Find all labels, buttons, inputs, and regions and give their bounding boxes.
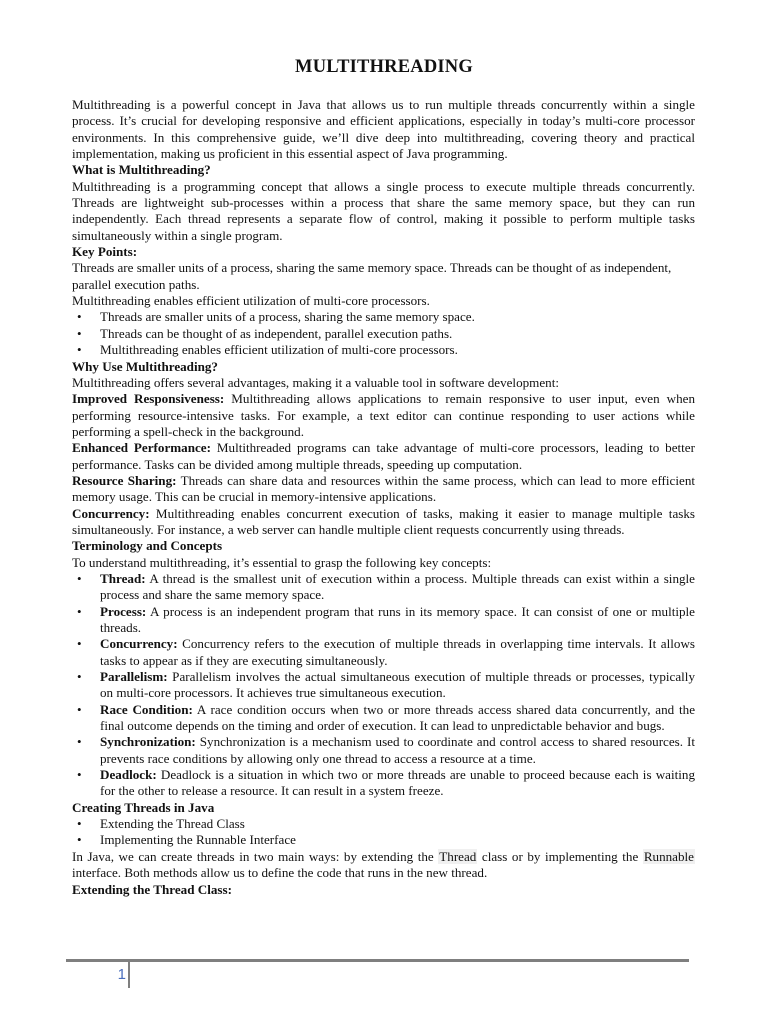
list-item — [72, 767, 695, 800]
runnable-code: Runnable — [643, 848, 694, 864]
why-use-heading: Why Use Multithreading? — [72, 358, 218, 374]
term-label: Synchronization: — [100, 734, 196, 750]
why-use-intro: Multithreading offers several advantages, making it a valuable tool in software development: — [72, 374, 559, 390]
key-points-paragraph: Threads are smaller units of a process, sharing the same memory space. Threads can be thought of as independent, parallel execution paths. — [72, 260, 672, 292]
list-item: • Threads can be thought of as independent, parallel execution paths. — [72, 326, 695, 342]
list-item: • Threads are smaller units of a process, sharing the same memory space. — [72, 309, 695, 325]
advantage-term: Concurrency: — [72, 505, 150, 521]
creating-threads-list — [72, 816, 695, 849]
advantage-paragraph — [72, 506, 695, 539]
advantage-paragraph — [72, 440, 695, 473]
intro-paragraph: Multithreading is a powerful concept in Java that allows us to run multiple threads concurrently within a single process. It’s crucial for developing responsive and efficient applications, especially in today’s multi-core processor environments. In this comprehensive guide, we’ll dive deep into multithreading, covering theory and practical implementation, making us proficient in this essential aspect of Java programming. — [72, 97, 695, 162]
list-item — [72, 604, 695, 637]
paragraph-text: class or by implementing the — [477, 848, 643, 864]
term-label: Concurrency: — [100, 636, 178, 652]
term-label: Parallelism: — [100, 669, 168, 685]
key-points-paragraph-2: Multithreading enables efficient utilization of multi-core processors. — [72, 293, 430, 309]
terminology-list — [72, 571, 695, 800]
extending-thread-heading: Extending the Thread Class: — [72, 881, 232, 897]
advantage-term: Improved Responsiveness: — [72, 391, 225, 407]
term-definition: A thread is the smallest unit of execution within a process. Multiple threads can exist within a single process and share the same memory space. — [100, 570, 695, 603]
terminology-intro: To understand multithreading, it’s essential to grasp the following key concepts: — [72, 554, 492, 570]
footer-rule — [66, 959, 689, 962]
document-body — [72, 97, 695, 898]
advantage-term: Enhanced Performance: — [72, 440, 211, 456]
advantage-text: Multithreading enables concurrent execution of tasks, making it easier to manage multiple tasks simultaneously. For instance, a web server can handle multiple client requests concurrently using threads. — [72, 505, 695, 537]
creating-threads-paragraph — [72, 849, 695, 882]
creating-threads-heading: Creating Threads in Java — [72, 799, 215, 815]
list-item — [72, 571, 695, 604]
footer-divider — [128, 961, 130, 988]
term-label: Deadlock: — [100, 767, 157, 783]
paragraph-text: interface. Both methods allow us to define the code that runs in the new thread. — [72, 865, 488, 881]
advantage-text: Threads can share data and resources within the same process, which can lead to more efficient memory usage. This can be crucial in memory-intensive applications. — [72, 472, 696, 505]
term-label: Race Condition: — [100, 701, 193, 717]
terminology-heading: Terminology and Concepts — [72, 538, 223, 554]
paragraph-text: In Java, we can create threads in two main ways: by extending the — [72, 848, 439, 864]
list-item — [72, 636, 695, 669]
list-item: • Multithreading enables efficient utilization of multi-core processors. — [72, 342, 695, 358]
page-number: 1 — [117, 966, 126, 983]
advantage-paragraph — [72, 391, 695, 440]
term-definition: Parallelism involves the actual simultaneous execution of multiple threads or processes, typically on multi-core processors. It achieves true simultaneous execution. — [100, 669, 695, 701]
term-label: Process: — [100, 603, 147, 619]
list-item — [72, 669, 695, 702]
term-definition: Deadlock is a situation in which two or more threads are unable to proceed because each is waiting for the other to release a resource. It can result in a system freeze. — [100, 767, 695, 799]
advantage-text: Multithreaded programs can take advantage of multi-core processors, leading to better performance. Tasks can be divided among multiple threads, speeding up computation. — [72, 440, 695, 472]
page-title: MULTITHREADING — [295, 57, 473, 77]
term-label: Thread: — [100, 570, 146, 586]
term-definition: Concurrency refers to the execution of multiple threads in overlapping time intervals. It allows tasks to appear as if they are executing simultaneously. — [100, 636, 695, 668]
thread-code: Thread — [439, 848, 477, 864]
advantage-term: Resource Sharing: — [72, 472, 177, 488]
advantage-text: Multithreading allows applications to remain responsive to user input, even when performing resource-intensive tasks. For example, a text editor can continue responding to user actions while performing a spell-check in the background. — [72, 391, 695, 439]
key-points-list — [72, 309, 695, 358]
list-item: • Extending the Thread Class — [72, 816, 695, 832]
list-item — [72, 702, 695, 735]
term-definition: A process is an independent program that runs in its memory space. It can consist of one or multiple threads. — [100, 603, 695, 635]
list-item: • Implementing the Runnable Interface — [72, 832, 695, 848]
key-points-heading: Key Points: — [72, 244, 138, 260]
advantage-paragraph — [72, 473, 695, 506]
what-is-heading: What is Multithreading? — [72, 162, 211, 178]
list-item — [72, 734, 695, 767]
what-is-paragraph: Multithreading is a programming concept that allows a single process to execute multiple threads concurrently. Threads are lightweight sub-processes within a process that share the same memory space, but they can run independently. Each thread represents a separate flow of control, making it possible to perform multiple tasks simultaneously within a single program. — [72, 178, 695, 243]
term-definition: Synchronization is a mechanism used to coordinate and control access to shared resources. It prevents race conditions by allowing only one thread to access a resource at a time. — [100, 734, 695, 766]
term-definition: A race condition occurs when two or more threads access shared data concurrently, and the final outcome depends on the timing and order of execution. It can lead to unpredictable behavior and bugs. — [100, 701, 696, 734]
